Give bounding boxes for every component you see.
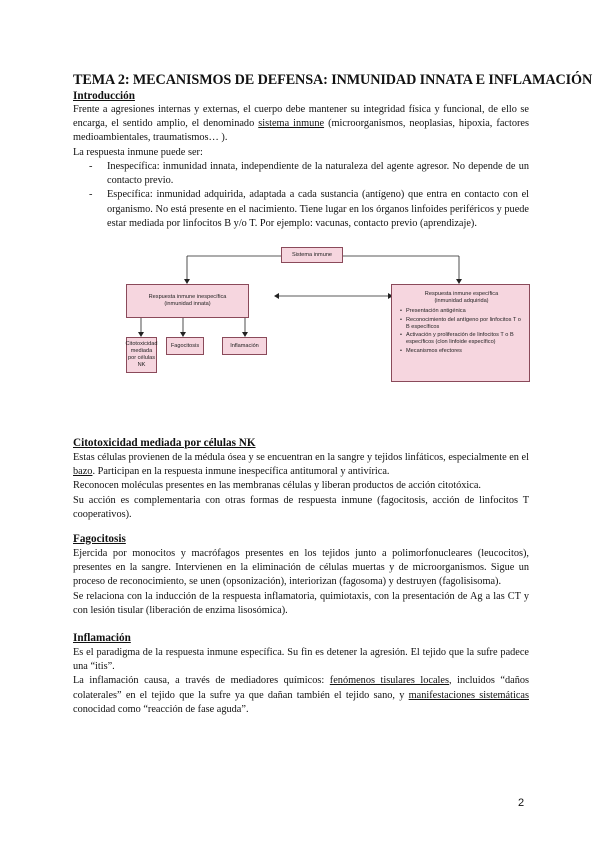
nk-text: [73, 451, 529, 522]
fagocitosis-paragraph-2: Se relaciona con la inducción de la respuesta inflamatoria, quimiotaxis, con la presentación de Ag a las CT y con lesión tisular (liberación de enzima lisosómica).: [73, 590, 529, 616]
adaptive-title: Respuesta inmune específica (inmunidad adquirida): [424, 291, 499, 304]
intro-heading: Introducción: [73, 90, 135, 102]
inflamacion-paragraph-2: La inflamación causa, a través de mediadores químicos: fenómenos tisulares locales, incluidos “daños colaterales” en el tejido que la sufre ya que dañan también el tejido sano, y manifestaciones sistemáticas conocidad como “reacción de fase aguda”.: [73, 675, 529, 715]
adaptive-steps-list: [398, 308, 525, 355]
nk-paragraph-2: Reconocen moléculas presentes en las membranas células y liberan productos de acción citotóxica.: [73, 480, 482, 492]
inflamacion-paragraph-1: Es el paradigma de la respuesta inmune específica. Su fin es detener la agresión. El tejido que la sufre padece una “itis”.: [73, 647, 529, 673]
fagocitosis-heading: Fagocitosis: [73, 533, 126, 545]
sistema-inmune-term: sistema inmune: [258, 118, 325, 130]
page-number: 2: [518, 797, 525, 809]
nk-paragraph-1: Estas células provienen de la médula ósea y se encuentran en la sangre y tejidos linfáticos, especialmente en el bazo. Participan en la respuesta inmune inespecífica antitumoral y antivírica.: [73, 452, 529, 478]
node-respuesta-inespecifica: Respuesta inmune inespecífica (inmunidad innata): [126, 284, 249, 318]
list-item: - Específica: inmunidad adquirida, adaptada a cada sustancia (antígeno) que entra en contacto con el organismo. No está presente en el nacimiento. Tiene lugar en los órganos linfoides periféricos y puede estar mediada por linfocitos B y/o T. Por ejemplo: vacunas, contacto previo (aprendizaje).: [89, 189, 529, 229]
nk-heading: Citotoxicidad mediada por células NK: [73, 437, 256, 449]
inflamacion-heading: Inflamación: [73, 632, 131, 644]
node-sistema-inmune: Sistema inmune: [281, 247, 343, 263]
fagocitosis-text: [73, 547, 529, 618]
manifestaciones-sistematicas-term: manifestaciones sistemáticas: [408, 689, 529, 701]
list-item: • Presentación antigénica: [406, 308, 525, 315]
bazo-term: bazo: [73, 466, 93, 478]
list-item: • Activación y proliferación de linfocitos T o B específicos (clon linfoide específico): [406, 332, 525, 346]
node-inflamacion: Inflamación: [222, 337, 267, 355]
node-respuesta-especifica: [391, 284, 530, 382]
fagocitosis-paragraph-1: Ejercida por monocitos y macrófagos presentes en los tejidos junto a polimorfonucleares (leucocitos), presentes en la sangre. Intervienen en la eliminación de células muertas y de microorganismos. Sigue un proceso de reconocimiento, se unen (opsonización), interiorizan (fagosoma) y destruyen (fagolisisoma).: [73, 548, 529, 588]
intro-paragraph-2: La respuesta inmune puede ser:: [73, 146, 203, 158]
page-title: TEMA 2: MECANISMOS DE DEFENSA: INMUNIDAD INNATA E INFLAMACIÓN: [73, 72, 593, 88]
node-citotoxicidad-nk: Citotoxicidad mediada por células NK: [126, 337, 157, 373]
inflamacion-text: [73, 646, 529, 717]
list-item: - Inespecífica: inmunidad innata, independiente de la naturaleza del agente agresor. No depende de un contacto previo.: [89, 161, 529, 187]
intro-paragraph-1: Frente a agresiones internas y externas, el cuerpo debe mantener su integridad física y funcional, de ello se encarga, el sentido amplio, el denominado sistema inmune (microorganismos, neoplasias, hipoxia, factores medioambientales, traumatismos… ).: [73, 104, 529, 144]
list-item: • Reconocimiento del antígeno por linfocitos T o B específicos: [406, 317, 525, 331]
arrow-head: [274, 293, 279, 299]
list-item: • Mecanismos efectores: [406, 348, 525, 355]
node-fagocitosis: Fagocitosis: [166, 337, 204, 355]
nk-paragraph-3: Su acción es complementaria con otras formas de respuesta inmune (fagocitosis, acción de linfocitos T cooperativos).: [73, 494, 529, 520]
fenomenos-tisulares-term: fenómenos tisulares locales: [329, 675, 449, 687]
